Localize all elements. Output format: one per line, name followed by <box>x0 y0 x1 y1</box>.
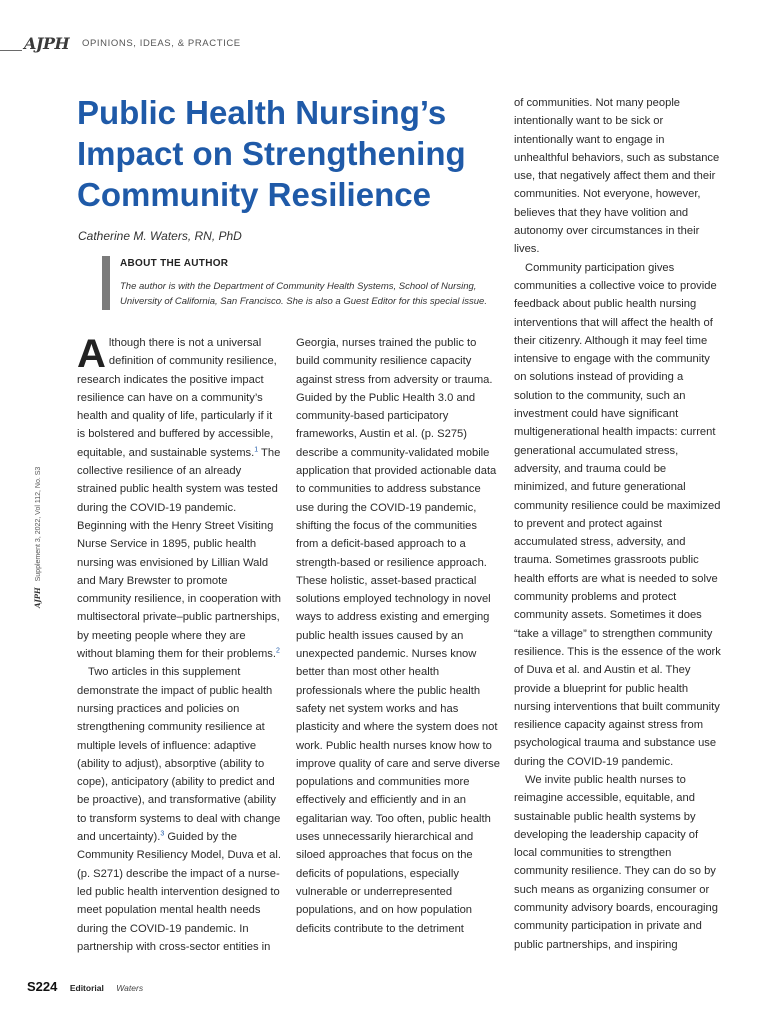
body-column-1 <box>77 334 283 958</box>
section-label: OPINIONS, IDEAS, & PRACTICE <box>82 38 241 49</box>
vertical-citation <box>33 440 45 610</box>
journal-logo: AJPH <box>24 34 70 53</box>
reference-link[interactable]: 1 <box>254 446 259 454</box>
article-type: Editorial <box>69 983 104 993</box>
body-column-2 <box>296 334 501 958</box>
reference-link[interactable]: 3 <box>160 830 165 838</box>
paragraph: of communities. Not many people intentionally want to be sick or intentionally want to engage in unhealthful behaviors, such as substance use, that negatively affect them and their communities. Not everyone, however, believes that they have volition and autonomy over circumstances in their lives. <box>514 97 720 256</box>
running-header <box>0 30 768 58</box>
paragraph-continued: Georgia, nurses trained the public to build community resilience capacity against stress from adversity or trauma. Guided by the Public Health 3.0 and community-based participatory frameworks, Austin et al. (p. S275) describe a community-validated mobile application that provided actionable data to communities to address substance use during the COVID-19 pandemic, shifting the focus of the communities from a deficit-based approach to a strength-based or resilience approach. <box>296 337 497 569</box>
article-title: Public Health Nursing’s Impact on Strengthening Community Resilience <box>77 94 466 213</box>
about-accent-bar <box>102 256 110 310</box>
paragraph-text: Two articles in this supplement demonstrate the impact of public health nursing practices and policies on strengthening community resilience at multiple levels of influence: adaptive (ability to adjust), absorptive (ability to cope), anticipatory (ability to predict and be proactive), and transformative (ability to transform systems to deal with change and uncertainty). <box>77 666 281 844</box>
about-heading: ABOUT THE AUTHOR <box>120 258 229 269</box>
sidebar-issue: Supplement 3, 2022, Vol 112, No. S3 <box>35 466 42 582</box>
paragraph-text: The collective resilience of an already strained public health system was tested during the COVID-19 pandemic. Beginning with the Henry Street Visiting Nurse Service in 1895, public health nursing was envisioned by Lillian Wald and Mary Brewster to promote community resilience, in cooperation with multisectoral private–public partnerships, by meeting people where they are without blaming them for their problems. <box>77 446 281 661</box>
paragraph <box>77 663 283 956</box>
sidebar-journal: AJPH <box>33 587 42 608</box>
paragraph <box>77 334 283 663</box>
about-author-box <box>102 255 494 311</box>
reference-link[interactable]: 2 <box>275 647 280 655</box>
paragraph-continued: These holistic, asset-based practical solutions employed technology in novel ways to address existing and emerging public health issues caused by an unexpected pandemic. Nurses know better than most other health professionals where the public health safety net system works and has plasticity and where the system does not work. Public health nurses know how to improve quality of care and serve diverse populations and communities more effectively and efficiently and in an egalitarian way. Too often, public health uses unnecessarily hierarchical and siloed approaches that focus on the deficits of populations, especially vulnerable or underrepresented populations, and on how population deficits contribute to the detriment <box>296 574 500 935</box>
paragraph-text: lthough there is not a universal definition of community resilience, research indicates the positive impact resilience can have on a community’s health and quality of life, particularly if it is bolstered and buffered by accessible, equitable, and sustainable systems. <box>77 337 277 459</box>
paragraph: We invite public health nurses to reimagine accessible, equitable, and sustainable public health systems by developing the leadership capacity of local communities to strengthen community resilience. They can do so by such means as organizing consumer or community advisory boards, encouraging community participation in private and public partnerships, and inspiring <box>514 773 718 951</box>
body-column-3 <box>514 94 721 954</box>
page-footer <box>27 978 143 998</box>
article-author: Catherine M. Waters, RN, PhD <box>78 229 242 243</box>
drop-cap: A <box>77 334 106 376</box>
about-text: The author is with the Department of Community Health Systems, School of Nursing, University of California, San Francisco. She is also a Guest Editor for this special issue. <box>120 281 487 307</box>
header-rule <box>0 50 22 51</box>
footer-author: Waters <box>116 983 144 993</box>
paragraph-text: Guided by the Community Resiliency Model, Duva et al. (p. S271) describe the impact of a nurse-led public health intervention designed to meet population mental health needs during the COVID-19 pandemic. In partnership with cross-sector entities in <box>77 831 281 953</box>
paragraph: Community participation gives communities a collective voice to provide feedback about public health nursing interventions that will affect the health of their citizenry. Although it may feel time intensive to engage with the community on solutions instead of providing a solution to the community, such an investment could have significant multigenerational health impacts: current generational accumulated stress, adversity, and trauma could be minimized, and future generational community resilience could be maximized to prevent and protect against accumulated stress, adversity, and trauma. Sometimes grassroots public health efforts are what is needed to solve community problems and protect community assets. Sometimes it does “take a village” to strengthen community resilience. This is the essence of the work of Duva et al. and Austin et al. They provide a blueprint for public health nursing interventions that built community resilience capacity against stress from psychological trauma and substance use during the COVID-19 pandemic. <box>514 261 721 768</box>
page-number: S224 <box>27 979 58 994</box>
